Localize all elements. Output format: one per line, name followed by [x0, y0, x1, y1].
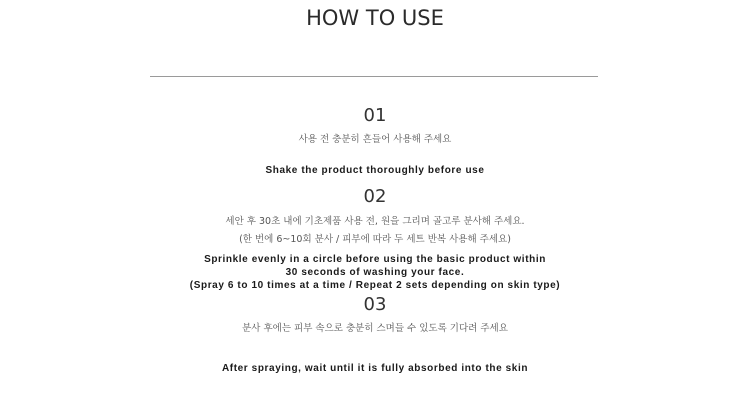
step-2-korean-line-2: (한 번에 6~10회 분사 / 피부에 따라 두 세트 반복 사용해 주세요): [239, 234, 511, 245]
title-divider: [150, 76, 598, 77]
step-2-number: 02: [363, 186, 387, 207]
step-2-english-line-3: (Spray 6 to 10 times at a time / Repeat 2 sets depending on skin type): [189, 280, 561, 291]
step-3-english-line-1: After spraying, wait until it is fully absorbed into the skin: [221, 363, 529, 374]
step-3-korean-line-1: 분사 후에는 피부 속으로 충분히 스며들 수 있도록 기다려 주세요: [242, 323, 508, 334]
step-2-korean-line-1: 세안 후 30초 내에 기초제품 사용 전, 원을 그리며 골고루 분사해 주세요.: [225, 216, 525, 227]
step-2-english-line-2: 30 seconds of washing your face.: [285, 267, 465, 278]
step-3-number: 03: [363, 294, 387, 315]
page-title: HOW TO USE: [306, 6, 444, 30]
step-1-number: 01: [363, 105, 387, 126]
step-1-korean-line-1: 사용 전 충분히 흔들어 사용해 주세요: [298, 134, 452, 145]
step-2-english-line-1: Sprinkle evenly in a circle before using the basic product within: [204, 254, 546, 265]
step-1-english-line-1: Shake the product thoroughly before use: [265, 165, 485, 176]
